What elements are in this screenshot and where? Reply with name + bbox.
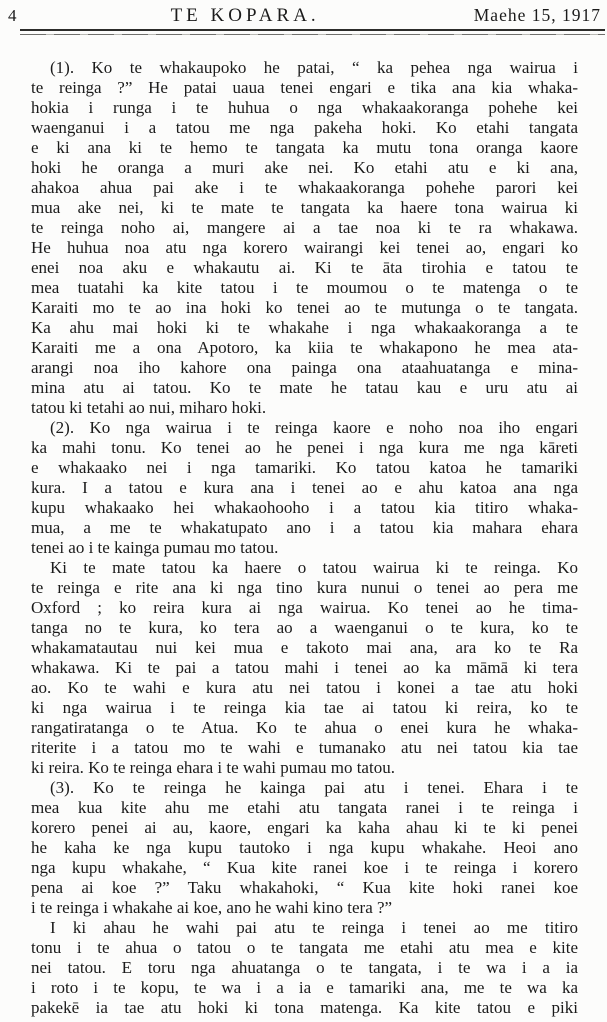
text-line: enei noa aku e whakautu ai. Ki te āta tirohia e tatou te [31,258,578,277]
text-line: Karaiti mo te ao ina hoki ko tenei ao te mutunga o te tangata. [31,298,578,317]
text-line: mua, a me te whakatupato ano i a tatou kia mahara ehara [31,518,578,537]
paragraph [31,558,578,778]
text-line: te reinga e rite ana ki nga tino kura nunui o tenei ao pera me [31,578,578,597]
text-line: waenganui i a tatou me nga pakeha hoki. Ko etahi tangata [31,118,578,137]
paragraph [31,58,578,418]
text-line: i roto i te kopu, te wa i a ia e tamariki ana, me te wa ka [31,978,578,997]
text-line: mina atu ai tatou. Ko te mate he tatau kau e uru atu ai [31,378,578,397]
text-line: pena ai koe ?” Taku whakahoki, “ Kua kite hoki ranei koe [31,878,578,897]
text-line: korero penei ai au, kaore, engari ka kaha ahau ki te ki penei [31,818,578,837]
text-line: riterite i a tatou mo te wahi e tumanako atu nei tatou kia tae [31,738,578,757]
text-line: te reinga noho ai, mangere ai a tae noa ki te ra whakawa. [31,218,578,237]
page-header [0,0,607,27]
header-rule-bottom [20,34,605,35]
text-line: I ki ahau he wahi pai atu te reinga i tenei ao me titiro [50,918,578,937]
page-number: 4 [8,6,17,25]
text-line: mea kua kite ahu me etahi atu tangata ranei i te reinga i [31,798,578,817]
paragraph [31,918,578,1018]
text-line: i te reinga i whakahe ai koe, ano he wahi kino tera ?” [31,898,393,917]
text-line: ka mahi tonu. Ko tenei ao he penei i nga kura me nga kāreti [31,438,578,457]
text-line: hoki he oranga a muri ake nei. Ko etahi atu e ki ana, [31,158,578,177]
text-line: kura. I a tatou e kura ana i tenei ao e ahu katoa ana nga [31,478,578,497]
text-line: rangatiratanga o te Atua. Ko te ahua o enei kura he whaka- [31,718,578,737]
header-rule [20,29,605,35]
text-line: he kaha ke nga kupu tautoko i nga kupu whakahe. Heoi ano [31,838,578,857]
article-body [31,58,578,1018]
text-line: mua ake nei, ki te mate te tangata ka haere tona wairua ki [31,198,578,217]
text-line: whakamatautau nui kei mua e takoto mai ana, ara ko te Ra [31,638,578,657]
text-line: kupu whakaako hei whakaohooho i a tatou kia titiro whaka- [31,498,578,517]
text-line: mea tuatahi ka kite tatou i te moumou o te matenga o te [31,278,578,297]
text-line: tatou ki tetahi ao nui, miharo hoki. [31,398,267,417]
text-line: tanga no te kura, ko tera ao a waenganui o te kura, ko te [31,618,578,637]
text-line: (1). Ko te whakaupoko he patai, “ ka pehea nga wairua i [50,58,578,77]
text-line: ki nga wairua i te reinga kia tae ai tatou ki reira, ko te [31,698,578,717]
text-line: hokia i runga i te huhua o nga whakaakoranga pohehe kei [31,98,578,117]
text-line: Karaiti me a ona Apotoro, ka kiia te whakapono he mea ata- [31,338,578,357]
text-line: pakekē ia tae atu hoki ki tona matenga. Ka kite tatou e piki [31,998,578,1017]
text-line: e ki ana ki te hemo te tangata ka mutu tona oranga kaore [31,138,578,157]
text-line: ki reira. Ko te reinga ehara i te wahi pumau mo tatou. [31,758,395,777]
issue-date: Maehe 15, 1917 [473,5,601,25]
text-line: ahakoa ahua pai ake i te whakaakoranga pohehe parori kei [31,178,578,197]
text-line: nei tatou. E toru nga ahuatanga o te tangata, i te wa i a ia [31,958,578,977]
text-line: Ki te mate tatou ka haere o tatou wairua ki te reinga. Ko [50,558,578,577]
text-line: Ka ahu mai hoki ki te whakahe i nga whakaakoranga a te [31,318,578,337]
paragraph [31,778,578,918]
text-line: He huhua noa atu nga korero wairangi kei tenei ao, engari ko [31,238,578,257]
text-line: tonu i te ahua o tatou o te tangata me etahi atu mea e kite [31,938,578,957]
masthead-title: TE KOPARA. [170,5,320,26]
text-line: tenei ao i te kainga pumau mo tatou. [31,538,279,557]
text-line: arangi noa iho kahore ona painga ona ataahuatanga e mina- [31,358,578,377]
paragraph [31,418,578,558]
text-line: ao. Ko te wahi e kura atu nei tatou i konei a tae atu hoki [31,678,578,697]
text-line: (3). Ko te reinga he kainga pai atu i tenei. Ehara i te [50,778,578,797]
text-line: te reinga ?” He patai uaua tenei engari e tika ana kia whaka- [31,78,578,97]
text-line: whakawa. Ki te pai a tatou mahi i tenei ao ka māmā ki tera [31,658,578,677]
header-rule-top [20,29,605,31]
text-line: Oxford ; ko reira kura ai nga wairua. Ko tenei ao he tima- [31,598,578,617]
text-line: nga kupu whakahe, “ Kua kite ranei koe i te reinga i korero [31,858,578,877]
text-line: (2). Ko nga wairua i te reinga kaore e noho noa iho engari [50,418,578,437]
text-line: e whakaako nei i nga tamariki. Ko tatou katoa he tamariki [31,458,578,477]
